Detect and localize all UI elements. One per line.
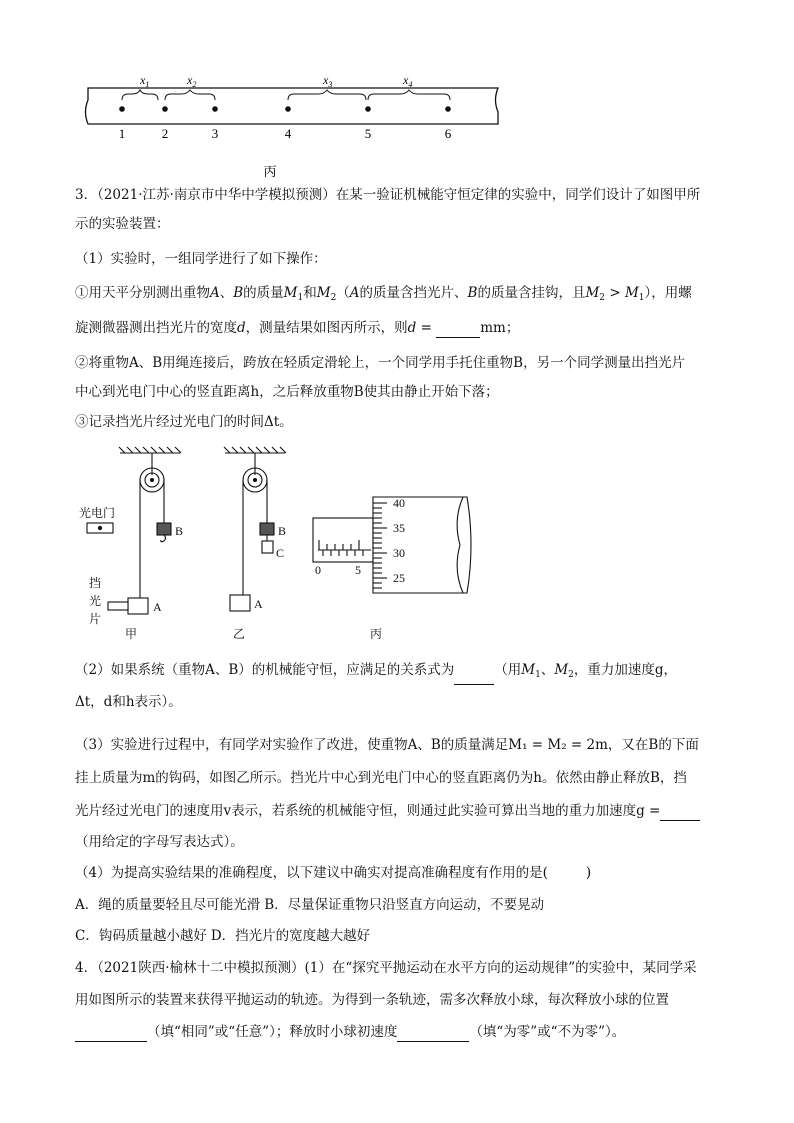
label-x4: $x_4$ [403,73,413,89]
q3-part2: （2）如果系统（重物A、B）的机械能守恒，应满足的关系式为 （用$M_1$、$M_2$，重力加速度g， [75,660,677,685]
ceiling-hatch-jia [119,447,181,453]
label-C: C [276,546,285,560]
dot-number: 1 [118,126,126,141]
brace-x4 [368,90,450,100]
label-B-jia: B [175,524,184,538]
dot-number: 3 [211,126,219,141]
shade-label-1: 挡 [89,576,102,590]
label-x1: $x_1$ [140,73,150,89]
q3-step2-line1: ②将重物A、B用绳连接后，跨放在轻质定滑轮上，一个同学用手托住重物B，另一个同学测量出挡光片 [75,355,686,371]
thimble-tick-label: 25 [393,571,405,585]
answer-blank-velocity[interactable] [397,1027,469,1042]
dot-2 [162,106,168,112]
q3-part3-line1: （3）实验进行过程中，有同学对实验作了改进，使重物A、B的质量满足M₁ = M₂ = 2m，又在B的下面 [75,737,699,753]
q3-part3-line3: 光片经过光电门的速度用v表示，若系统的机械能守恒，则通过此实验可算出当地的重力加速度g = [75,801,700,821]
q3-options-row2 [75,926,370,946]
q4-line3: （填“相同”或“任意”）；释放时小球初速度 （填“为零”或“不为零”）。 [75,1022,625,1042]
sleeve-tick-label: 0 [315,563,321,577]
answer-blank-relation[interactable] [454,670,494,685]
dot-number: 4 [284,126,292,141]
label-A-jia: A [153,600,162,614]
option-C[interactable]: C．钩码质量越小越好 [75,928,207,944]
q3-step2-line2: 中心到光电门中心的竖直距离h，之后释放重物B使其由静止开始下落； [75,384,499,400]
tape-caption: 丙 [263,165,277,180]
dot-6 [445,106,451,112]
q3-options-row1 [75,895,544,915]
thimble-tick-label: 35 [393,521,405,535]
ceiling-hatch-yi [224,447,286,453]
q3-part4: （4）为提高实验结果的准确程度，以下建议中确实对提高准确程度有作用的是( ) [75,865,592,881]
dot-1 [119,106,125,112]
q4-line1: 4．（2021陕西·榆林十二中模拟预测）(1）在“探究平抛运动在水平方向的运动规律”的实验中，某同学采 [75,960,697,976]
tape-outline [86,88,499,124]
dot-number: 6 [444,126,452,141]
q3-step1-line2: 旋测微器测出挡光片的宽度d，测量结果如图丙所示，则d = mm； [75,320,520,336]
mass-B-yi [260,523,274,535]
micrometer-thimble [373,497,463,593]
q3-part3-line2: 挂上质量为m的钩码，如图乙所示。挡光片中心到光电门中心的竖直距离仍为h。依然由静止释放B，挡 [75,770,687,786]
q3-part3-line4: （用给定的字母写表达式）。 [75,834,244,850]
shading-plate [108,602,128,610]
caption-jia: 甲 [125,627,138,641]
option-A[interactable]: A．绳的质量要轻且尽可能光滑 [75,897,261,913]
brace-x1 [122,90,158,100]
sleeve-tick-label: 5 [355,563,361,577]
apparatus-figure [75,445,475,645]
tape-figure [70,70,510,180]
label-x2: $x_2$ [187,73,197,89]
answer-blank-g[interactable] [660,806,700,821]
caption-yi: 乙 [233,627,246,641]
q3-part1-head: （1）实验时，一组同学进行了如下操作： [75,251,327,267]
q3-line1: 3．（2021·江苏·南京市中华中学模拟预测）在某一验证机械能守恒定律的实验中，同学们设计了如图甲所 [75,187,701,203]
caption-bing: 丙 [370,627,383,641]
label-B-yi: B [278,524,287,538]
dot-number: 5 [364,126,372,141]
answer-blank-d[interactable] [436,323,480,338]
mass-A-jia [128,598,148,614]
thimble-tick-label: 30 [393,546,405,560]
dot-3 [212,106,218,112]
dot-5 [365,106,371,112]
option-D[interactable]: D．挡光片的宽度越大越好 [210,928,371,944]
label-x3: $x_3$ [323,73,333,89]
answer-blank-position[interactable] [75,1027,147,1042]
dot-number: 2 [161,126,169,141]
mass-A-yi [230,595,250,611]
brace-x3 [288,90,366,100]
q3-step3: ③记录挡光片经过光电门的时间Δt。 [75,414,293,430]
q3-step1: ①用天平分别测出重物A、B的质量$M_1$和$M_2(A$的质量含挡光片、B的质量含挂钩，且$M_2 > M_1$），用螺 [75,285,692,303]
photogate-label: 光电门 [79,506,116,520]
micrometer-sleeve [313,518,373,562]
hook-mass-C [262,541,273,553]
brace-x2 [165,90,215,100]
mass-B-jia [157,523,171,535]
thimble-tick-label: 40 [393,496,405,510]
q3-line2: 示的实验装置： [75,216,170,232]
shade-label-2: 光 [89,594,102,608]
label-A-yi: A [254,597,263,611]
shade-label-3: 片 [89,612,102,626]
option-B[interactable]: B．尽量保证重物只沿竖直方向运动，不要晃动 [264,897,545,913]
q4-line2: 用如图所示的装置来获得平抛运动的轨迹。为得到一条轨迹，需多次释放小球，每次释放小球的位置 [75,992,669,1008]
dot-4 [285,106,291,112]
q3-part2-line2: Δt，d和h表示）。 [75,694,182,710]
